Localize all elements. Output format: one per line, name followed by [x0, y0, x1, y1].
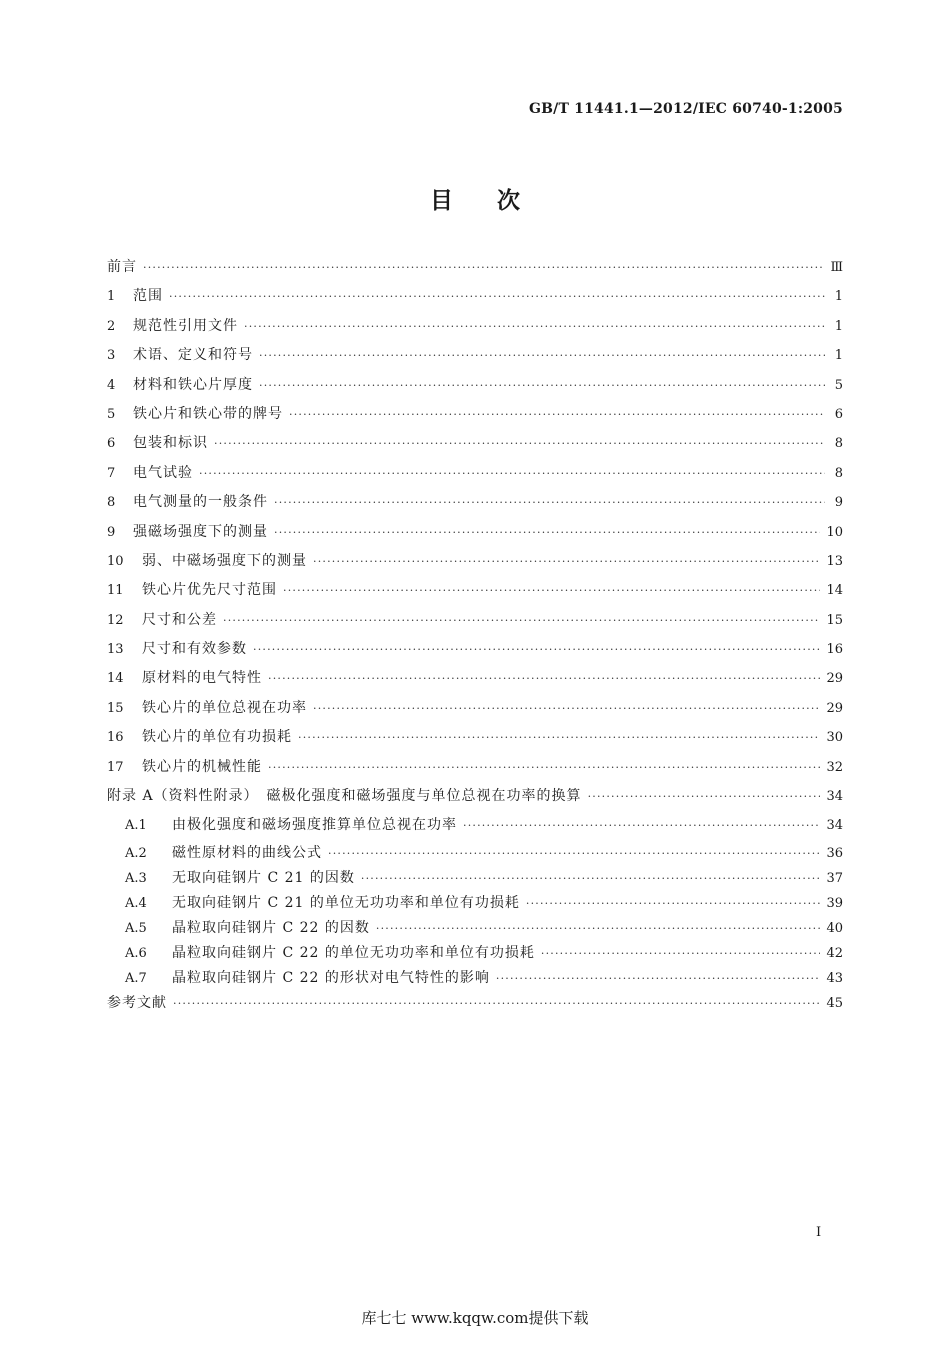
toc-label: 铁心片优先尺寸范围: [142, 582, 277, 599]
toc-label: 铁心片的机械性能: [142, 758, 262, 775]
toc-page: 1: [834, 348, 843, 364]
toc-leader-dots: [588, 788, 821, 806]
toc-number: 11: [107, 583, 124, 599]
toc-label: 晶粒取向硅钢片 C 22 的单位无功功率和单位有功损耗: [172, 945, 535, 962]
toc-leader-dots: [214, 435, 825, 453]
standard-code: GB/T 11441.1—2012/IEC 60740-1:2005: [528, 101, 843, 117]
toc-page: 30: [826, 730, 843, 746]
toc-label: 强磁场强度下的测量: [133, 523, 268, 540]
toc-number: A.4: [125, 896, 147, 912]
toc-leader-dots: [376, 920, 821, 938]
toc-label: 铁心片的单位有功损耗: [142, 729, 292, 746]
toc-page: 1: [834, 318, 843, 334]
toc-page: 34: [826, 818, 843, 834]
toc-leader-dots: [223, 612, 820, 630]
toc-number: 5: [107, 406, 116, 422]
toc-label: 尺寸和公差: [142, 611, 217, 628]
toc-leader-dots: [298, 729, 820, 747]
toc-item-1[interactable]: [107, 287, 843, 316]
toc-leader-dots: [143, 259, 824, 277]
toc-label: 磁性原材料的曲线公式: [172, 844, 322, 861]
toc-label: 铁心片和铁心带的牌号: [133, 405, 283, 422]
toc-page: 13: [826, 553, 843, 569]
toc-leader-dots: [463, 817, 820, 835]
toc-item-foreword[interactable]: [107, 258, 843, 287]
toc-item-17[interactable]: [107, 758, 843, 787]
toc-number: 6: [107, 436, 116, 452]
toc-leader-dots: [313, 700, 820, 718]
toc-number: 7: [107, 465, 116, 481]
toc-label: 无取向硅钢片 C 21 的因数: [172, 870, 355, 887]
page-number: I: [816, 1225, 822, 1240]
toc-number: 4: [107, 377, 116, 393]
toc-item-16[interactable]: [107, 728, 843, 757]
toc-label: 无取向硅钢片 C 21 的单位无功功率和单位有功损耗: [172, 895, 520, 912]
toc-number: 15: [107, 700, 124, 716]
toc-number: 14: [107, 671, 124, 687]
toc-number: A.5: [125, 921, 147, 937]
toc-page: 29: [826, 700, 843, 716]
toc-item-9[interactable]: [107, 523, 843, 552]
toc-page: 6: [834, 406, 843, 422]
toc-number: 17: [107, 759, 124, 775]
toc-label: 前言: [107, 259, 137, 275]
toc-leader-dots: [259, 347, 825, 365]
toc-page: 10: [826, 524, 843, 540]
toc-label: 电气测量的一般条件: [133, 494, 268, 511]
toc-number: A.2: [125, 845, 147, 861]
toc-leader-dots: [526, 895, 821, 913]
toc-label: 晶粒取向硅钢片 C 22 的因数: [172, 920, 370, 937]
toc-leader-dots: [259, 377, 825, 395]
toc-leader-dots: [199, 465, 825, 483]
toc-number: 16: [107, 730, 124, 746]
toc-number: 10: [107, 553, 124, 569]
toc-item-a2[interactable]: [107, 844, 843, 869]
toc-item-7[interactable]: [107, 464, 843, 493]
toc-label: 铁心片的单位总视在功率: [142, 699, 307, 716]
toc-page: 42: [826, 946, 843, 962]
toc-item-annex-a[interactable]: [107, 787, 843, 816]
toc-number: 3: [107, 348, 116, 364]
toc-leader-dots: [274, 524, 820, 542]
toc-page: 8: [834, 465, 843, 481]
toc-number: A.1: [125, 818, 147, 834]
toc-leader-dots: [283, 582, 820, 600]
toc-page: 39: [826, 896, 843, 912]
toc-number: A.6: [125, 946, 147, 962]
toc-label: 附录 A（资料性附录） 磁极化强度和磁场强度与单位总视在功率的换算: [107, 788, 582, 805]
toc-page: 9: [834, 495, 843, 511]
toc-number: 1: [107, 289, 116, 305]
toc-item-a6[interactable]: [107, 944, 843, 969]
toc-number: A.7: [125, 971, 147, 987]
toc-label: 弱、中磁场强度下的测量: [142, 552, 307, 569]
toc-page: 45: [826, 996, 843, 1012]
toc-leader-dots: [268, 670, 820, 688]
toc-leader-dots: [361, 870, 821, 888]
toc-page: 40: [826, 921, 843, 937]
toc-label: 电气试验: [133, 464, 193, 481]
toc-page: 32: [826, 759, 843, 775]
toc-leader-dots: [169, 288, 825, 306]
toc-label: 术语、定义和符号: [133, 347, 253, 364]
toc-page: 36: [826, 845, 843, 861]
toc-item-2[interactable]: [107, 317, 843, 346]
toc-number: 13: [107, 642, 124, 658]
footer-download-note: 库七七 www.kqqw.com提供下载: [361, 1309, 589, 1327]
toc-item-a1[interactable]: [107, 816, 843, 844]
toc-page: 37: [826, 871, 843, 887]
toc-page: 43: [826, 971, 843, 987]
toc-number: 8: [107, 495, 116, 511]
toc-label: 范围: [133, 288, 163, 305]
toc-page: 8: [834, 436, 843, 452]
toc-label: 由极化强度和磁场强度推算单位总视在功率: [172, 817, 457, 834]
toc-item-11[interactable]: [107, 581, 843, 610]
toc-label: 包装和标识: [133, 435, 208, 452]
toc-page: 5: [834, 377, 843, 393]
toc-item-15[interactable]: [107, 699, 843, 728]
toc-number: 2: [107, 318, 116, 334]
toc-item-12[interactable]: [107, 611, 843, 640]
toc-label: 晶粒取向硅钢片 C 22 的形状对电气特性的影响: [172, 970, 490, 987]
toc-page: 15: [826, 612, 843, 628]
toc-item-bibliography[interactable]: [107, 994, 843, 1023]
toc-leader-dots: [268, 759, 820, 777]
toc-leader-dots: [244, 318, 825, 336]
toc-page: Ⅲ: [830, 260, 843, 275]
toc-label: 材料和铁心片厚度: [133, 376, 253, 393]
toc-item-3[interactable]: [107, 346, 843, 375]
toc-item-5[interactable]: [107, 405, 843, 434]
page-title: 目次: [430, 188, 564, 214]
toc-item-13[interactable]: [107, 640, 843, 669]
toc-number: 9: [107, 524, 116, 540]
toc-leader-dots: [541, 945, 821, 963]
toc-number: 12: [107, 612, 124, 628]
toc-item-6[interactable]: [107, 434, 843, 463]
toc-item-8[interactable]: [107, 493, 843, 522]
toc-item-a4[interactable]: [107, 894, 843, 919]
toc-leader-dots: [313, 553, 820, 571]
toc-page: 14: [826, 583, 843, 599]
toc-page: 29: [826, 671, 843, 687]
toc-leader-dots: [274, 494, 825, 512]
toc-item-4[interactable]: [107, 376, 843, 405]
toc-item-a3[interactable]: [107, 869, 843, 894]
toc-label: 尺寸和有效参数: [142, 641, 247, 658]
toc-leader-dots: [289, 406, 825, 424]
toc-label: 参考文献: [107, 995, 167, 1012]
toc-label: 规范性引用文件: [133, 317, 238, 334]
toc-page: 16: [826, 642, 843, 658]
toc-leader-dots: [496, 970, 821, 988]
toc-label: 原材料的电气特性: [142, 670, 262, 687]
toc-leader-dots: [253, 641, 820, 659]
toc-item-a5[interactable]: [107, 919, 843, 944]
toc-page: 34: [826, 789, 843, 805]
toc-leader-dots: [173, 995, 820, 1013]
toc-item-14[interactable]: [107, 669, 843, 698]
toc-page: 1: [834, 289, 843, 305]
toc-leader-dots: [328, 845, 820, 863]
toc-item-10[interactable]: [107, 552, 843, 581]
table-of-contents: [107, 258, 843, 1024]
toc-item-a7[interactable]: [107, 969, 843, 994]
toc-number: A.3: [125, 871, 147, 887]
